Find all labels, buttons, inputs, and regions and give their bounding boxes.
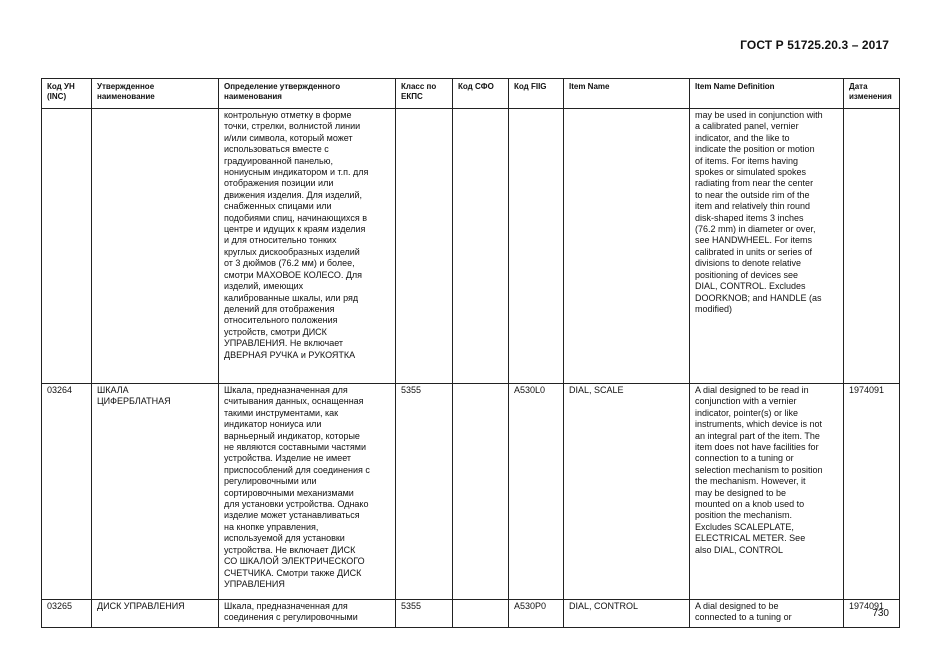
cell-item-name	[564, 109, 690, 384]
cell-item-name: DIAL, CONTROL	[564, 600, 690, 628]
cell-ekps-class: 5355	[396, 600, 453, 628]
table-header-row	[42, 79, 900, 109]
cell-definition: Шкала, предназначенная для соединения с регулировочными	[219, 600, 396, 628]
table-row	[42, 384, 900, 600]
cell-approved-name	[92, 109, 219, 384]
column-header-item-name-definition: Item Name Definition	[690, 79, 844, 109]
column-header-inc-code: Код УН (INC)	[42, 79, 92, 109]
column-header-sfo-code: Код СФО	[453, 79, 509, 109]
catalog-table	[41, 78, 900, 628]
cell-item-name: DIAL, SCALE	[564, 384, 690, 600]
cell-fiig-code: A530L0	[509, 384, 564, 600]
cell-approved-name: ДИСК УПРАВЛЕНИЯ	[92, 600, 219, 628]
cell-item-definition: A dial designed to be connected to a tuning or	[690, 600, 844, 628]
cell-inc-code: 03264	[42, 384, 92, 600]
cell-change-date: 1974091	[844, 384, 900, 600]
column-header-approved-name: Утвержденное наименование	[92, 79, 219, 109]
cell-definition: контрольную отметку в форме точки, стрелки, волнистой линии и/или символа, который может использоваться вместе с градуированной панелью, нониусным индикатором и т.п. для отображения позиции или движения изделия. Для изделий, снабженных спицами или подобиями спиц, начинающихся в центре и идущих к краям изделия и для относительно тонких круглых дискообразных изделий от 3 дюймов (76.2 мм) и более, смотри МАХОВОЕ КОЛЕСО. Для изделий, имеющих калиброванные шкалы, или ряд делений для отображения относительного положения устройств, смотри ДИСК УПРАВЛЕНИЯ. Не включает ДВЕРНАЯ РУЧКА и РУКОЯТКА	[219, 109, 396, 384]
cell-sfo-code	[453, 384, 509, 600]
column-header-change-date: Дата изменения	[844, 79, 900, 109]
cell-inc-code: 03265	[42, 600, 92, 628]
cell-ekps-class	[396, 109, 453, 384]
column-header-item-name: Item Name	[564, 79, 690, 109]
cell-ekps-class: 5355	[396, 384, 453, 600]
column-header-fiig-code: Код FIIG	[509, 79, 564, 109]
cell-change-date	[844, 109, 900, 384]
cell-sfo-code	[453, 600, 509, 628]
document-id: ГОСТ Р 51725.20.3 – 2017	[740, 38, 889, 52]
cell-item-definition: may be used in conjunction with a calibrated panel, vernier indicator, and the like to indicate the position or motion of items. For items having spokes or simulated spokes radiating from near the center to near the outside rim of the item and relatively thin round disk-shaped items 3 inches (76.2 mm) in diameter or over, see HANDWHEEL. For items calibrated in units or series of divisions to denote relative positioning of devices see DIAL, CONTROL. Excludes DOORKNOB; and HANDLE (as modified)	[690, 109, 844, 384]
cell-item-definition: A dial designed to be read in conjunction with a vernier indicator, pointer(s) or like instruments, which device is not an integral part of the item. The item does not have facilities for connection to a tuning or selection mechanism to position the mechanism. However, it may be designed to be mounted on a knob used to position the mechanism. Excludes SCALEPLATE, ELECTRICAL METER. See also DIAL, CONTROL	[690, 384, 844, 600]
cell-sfo-code	[453, 109, 509, 384]
cell-change-date: 1974091	[844, 600, 900, 628]
table-row	[42, 109, 900, 384]
cell-inc-code	[42, 109, 92, 384]
column-header-name-definition: Определение утвержденного наименования	[219, 79, 396, 109]
cell-fiig-code	[509, 109, 564, 384]
column-header-ekps-class: Класс по ЕКПС	[396, 79, 453, 109]
cell-fiig-code: A530P0	[509, 600, 564, 628]
cell-approved-name: ШКАЛА ЦИФЕРБЛАТНАЯ	[92, 384, 219, 600]
page-number: 730	[872, 608, 889, 619]
cell-definition: Шкала, предназначенная для считывания данных, оснащенная такими инструментами, как индикатор нониуса или варньерный индикатор, которые не являются составными частями устройства. Изделие не имеет приспособлений для соединения с регулировочными или сортировочными механизмами для установки устройства. Однако изделие может устанавливаться на кнопке управления, используемой для установки устройства. Не включает ДИСК СО ШКАЛОЙ ЭЛЕКТРИЧЕСКОГО СЧЕТЧИКА. Смотри также ДИСК УПРАВЛЕНИЯ	[219, 384, 396, 600]
table-row	[42, 600, 900, 628]
